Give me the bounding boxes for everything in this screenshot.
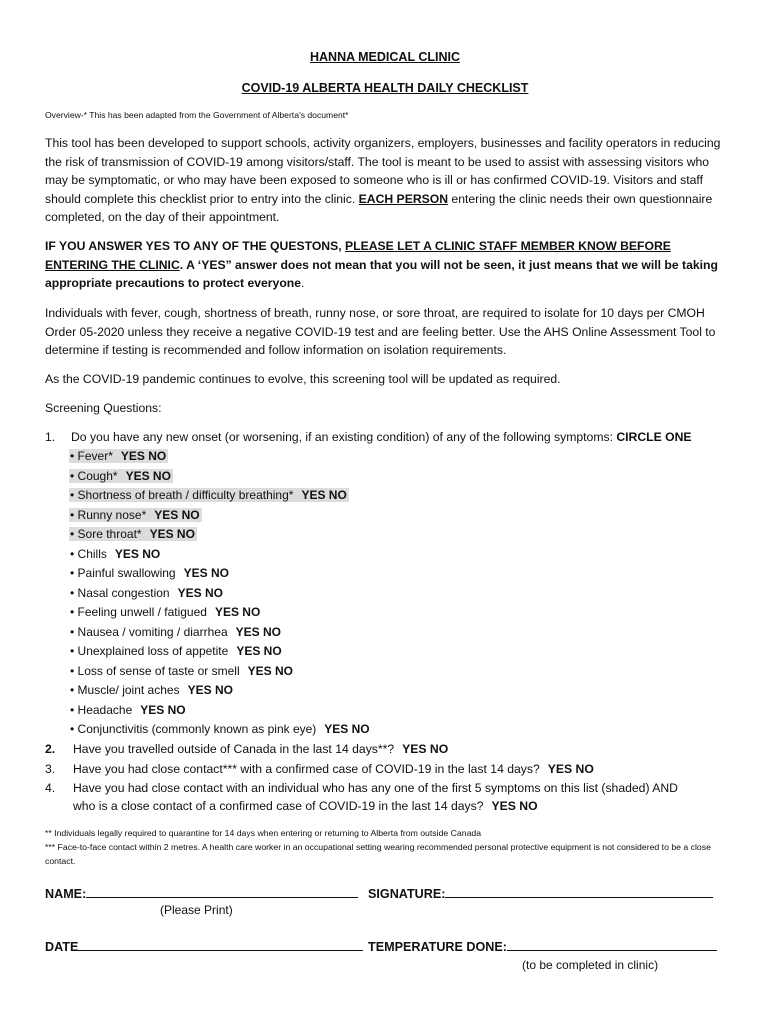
yes-no-answer[interactable]: YES NO bbox=[125, 468, 171, 483]
yes-no-answer[interactable]: YES NO bbox=[247, 663, 293, 678]
symptom-row bbox=[69, 701, 372, 721]
overview-note: Overview-* This has been adapted from the Government of Alberta’s document* bbox=[45, 110, 349, 120]
symptom-row bbox=[69, 506, 372, 526]
question-text-line-1: Have you had close contact with an individual who has any one of the first 5 symptoms on this list (shaded) AND bbox=[73, 781, 678, 795]
warning-rest: . A ‘YES” answer does not mean that you will not be seen, it just means that we will be taking appropriate precautions to protect everyone bbox=[45, 257, 718, 290]
symptom bbox=[69, 683, 235, 697]
clinic-name: HANNA MEDICAL CLINIC bbox=[310, 50, 460, 64]
symptom bbox=[69, 664, 295, 678]
symptom-label: • Feeling unwell / fatigued bbox=[70, 605, 207, 619]
symptom-label: • Sore throat* bbox=[70, 527, 142, 541]
symptom-row bbox=[69, 467, 372, 487]
name-field[interactable] bbox=[45, 885, 358, 901]
question-3 bbox=[45, 760, 594, 778]
intro-paragraph bbox=[45, 134, 725, 227]
shaded-symptom bbox=[69, 508, 202, 522]
yes-no-answer[interactable]: YES NO bbox=[324, 722, 370, 736]
symptom bbox=[69, 605, 262, 619]
question-text-line-2: who is a close contact of a confirmed case of COVID-19 in the last 14 days? bbox=[73, 799, 484, 813]
date-input-line[interactable] bbox=[78, 938, 363, 951]
footnote-close-contact: *** Face-to-face contact within 2 metres. A health care worker in an occupational setting wearing recommended personal protective equipment is not considered to be a close contact. bbox=[45, 842, 711, 866]
symptom-label: • Nasal congestion bbox=[70, 585, 170, 600]
yes-no-answer[interactable]: YES NO bbox=[491, 799, 538, 813]
temperature-label: TEMPERATURE DONE: bbox=[368, 940, 507, 954]
symptom-row bbox=[69, 681, 372, 701]
yes-no-answer[interactable]: YES NO bbox=[114, 546, 161, 561]
intro-text-after: entering the clinic needs their own questionnaire completed, on the day of their appointment. bbox=[45, 191, 713, 224]
yes-no-answer[interactable]: YES NO bbox=[235, 624, 281, 639]
symptom-label: • Fever* bbox=[70, 449, 113, 463]
symptom-row bbox=[69, 623, 372, 643]
signature-field[interactable] bbox=[368, 885, 713, 901]
question-number: 1. bbox=[45, 430, 56, 444]
name-label: NAME: bbox=[45, 887, 87, 901]
temperature-hint: (to be completed in clinic) bbox=[522, 958, 659, 972]
question-text: Have you travelled outside of Canada in the last 14 days**? bbox=[73, 742, 395, 756]
yes-no-answer[interactable]: YES NO bbox=[547, 762, 594, 776]
name-hint: (Please Print) bbox=[160, 903, 233, 917]
symptom bbox=[69, 547, 162, 561]
signature-label: SIGNATURE: bbox=[368, 887, 446, 901]
symptom-label: • Headache bbox=[70, 702, 133, 717]
symptom bbox=[69, 566, 231, 580]
symptom-label: • Runny nose* bbox=[70, 507, 147, 522]
warning-paragraph bbox=[45, 237, 725, 293]
date-label: DATE bbox=[45, 940, 79, 954]
yes-no-answer[interactable]: YES NO bbox=[187, 683, 233, 697]
form-title: COVID-19 ALBERTA HEALTH DAILY CHECKLIST bbox=[241, 81, 529, 95]
question-number: 4. bbox=[45, 781, 56, 795]
symptom-label: • Muscle/ joint aches bbox=[70, 683, 180, 697]
screening-label: Screening Questions: bbox=[45, 401, 162, 415]
circle-one-instruction: CIRCLE ONE bbox=[616, 430, 692, 444]
intro-text-before: This tool has been developed to support schools, activity organizers, employers, businesses and facility operators in reducing the risk of transmission of COVID-19 among visitors/staff. The tool is meant to be used to assist with assessing visitors who may be symptomatic, or who may have been exposed to someone who is ill or has confirmed COVID-19. Visitors and staff should complete this checklist prior to entry into the clinic. bbox=[45, 136, 721, 206]
symptom bbox=[69, 703, 188, 717]
yes-no-answer[interactable]: YES NO bbox=[140, 702, 186, 717]
date-field[interactable] bbox=[45, 938, 363, 954]
symptom-row bbox=[69, 564, 372, 584]
shaded-symptom bbox=[69, 469, 173, 483]
question-number: 3. bbox=[45, 762, 56, 776]
shaded-symptom bbox=[69, 449, 168, 463]
question-text: Do you have any new onset (or worsening, if an existing condition) of any of the following symptoms: bbox=[71, 430, 617, 444]
warning-underlined: PLEASE LET A CLINIC STAFF MEMBER KNOW BEFORE ENTERING THE CLINIC bbox=[45, 239, 671, 272]
question-2 bbox=[45, 740, 448, 758]
yes-no-answer[interactable]: YES NO bbox=[149, 527, 195, 541]
yes-no-answer[interactable]: YES NO bbox=[154, 507, 200, 522]
footnote-travel: ** Individuals legally required to quarantine for 14 days when entering or returning to Alberta from outside Canada bbox=[45, 828, 482, 838]
symptom-label: • Shortness of breath / difficulty breathing* bbox=[70, 488, 294, 502]
symptom bbox=[69, 722, 372, 736]
symptom-label: • Loss of sense of taste or smell bbox=[70, 663, 240, 678]
temperature-field[interactable] bbox=[368, 938, 717, 954]
yes-no-answer[interactable]: YES NO bbox=[177, 585, 223, 600]
symptom-row bbox=[69, 642, 372, 662]
shaded-symptom bbox=[69, 527, 197, 541]
symptom bbox=[69, 625, 283, 639]
question-text: Have you had close contact*** with a confirmed case of COVID-19 in the last 14 days? bbox=[73, 762, 540, 776]
symptom-row bbox=[69, 486, 372, 506]
symptom-list bbox=[69, 447, 372, 740]
shaded-symptom bbox=[69, 488, 349, 502]
symptom-row bbox=[69, 545, 372, 565]
symptom-label: • Painful swallowing bbox=[70, 566, 176, 580]
yes-no-answer[interactable]: YES NO bbox=[402, 742, 449, 756]
question-number: 2. bbox=[45, 742, 56, 756]
question-4-continued bbox=[73, 797, 538, 815]
symptom-row bbox=[69, 603, 372, 623]
symptom-row bbox=[69, 720, 372, 740]
signature-input-line[interactable] bbox=[445, 885, 713, 898]
symptom-row bbox=[69, 584, 372, 604]
symptom bbox=[69, 586, 225, 600]
symptom-label: • Nausea / vomiting / diarrhea bbox=[70, 624, 228, 639]
symptom-label: • Chills bbox=[70, 546, 107, 561]
evolve-paragraph: As the COVID-19 pandemic continues to evolve, this screening tool will be updated as required. bbox=[45, 372, 561, 386]
yes-no-answer[interactable]: YES NO bbox=[236, 644, 282, 658]
yes-no-answer[interactable]: YES NO bbox=[214, 605, 261, 619]
symptom bbox=[69, 644, 284, 658]
symptom-row bbox=[69, 447, 372, 467]
isolation-paragraph: Individuals with fever, cough, shortness of breath, runny nose, or sore throat, are required to isolate for 10 days per CMOH Order 05-2020 unless they receive a negative COVID-19 test and are feeling better. Use the AHS Online Assessment Tool to determine if testing is recommended and follow information on isolation requirements. bbox=[45, 306, 716, 357]
symptom-label: • Unexplained loss of appetite bbox=[70, 644, 229, 658]
warning-end: . bbox=[301, 276, 305, 290]
temperature-input-line[interactable] bbox=[507, 938, 717, 951]
warning-lead: IF YOU ANSWER YES TO ANY OF THE QUESTONS, bbox=[45, 239, 345, 253]
question-4 bbox=[45, 779, 678, 797]
yes-no-answer[interactable]: YES NO bbox=[183, 566, 229, 580]
yes-no-answer[interactable]: YES NO bbox=[301, 488, 347, 502]
intro-emphasis: EACH PERSON bbox=[358, 191, 449, 206]
question-1 bbox=[45, 428, 692, 446]
symptom-label: • Cough* bbox=[70, 468, 118, 483]
yes-no-answer[interactable]: YES NO bbox=[120, 449, 167, 463]
symptom-label: • Conjunctivitis (commonly known as pink eye) bbox=[70, 722, 317, 736]
symptom-row bbox=[69, 662, 372, 682]
symptom-row bbox=[69, 525, 372, 545]
name-input-line[interactable] bbox=[86, 885, 358, 898]
